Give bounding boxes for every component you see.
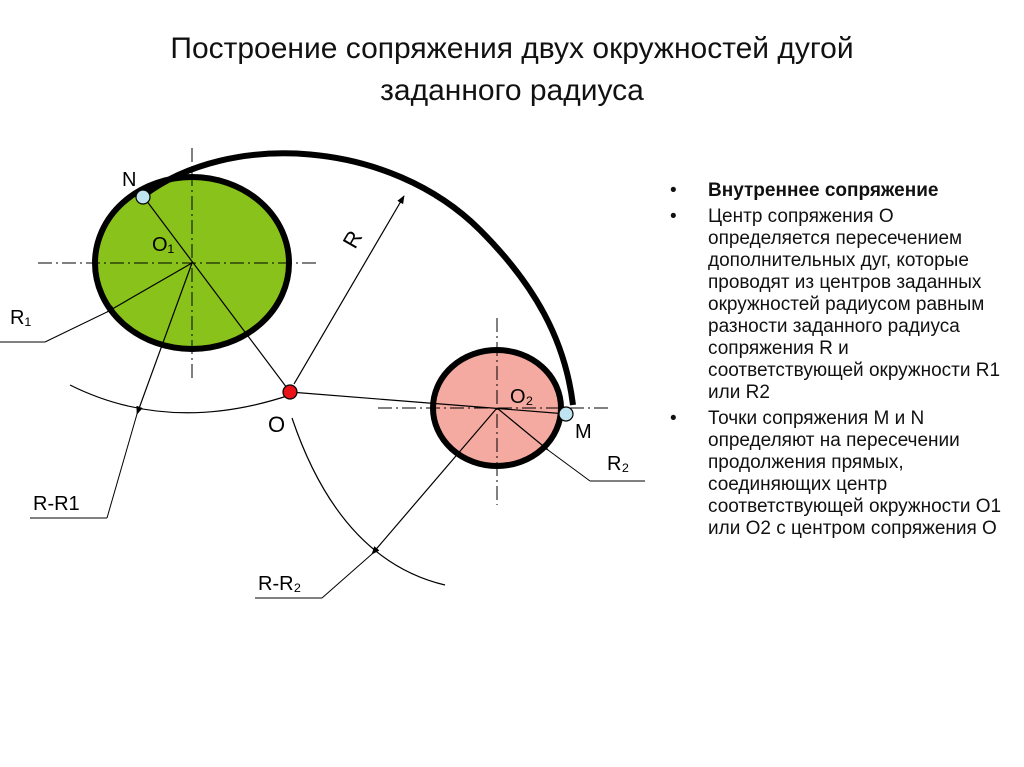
label-r-r2: R-R₂ xyxy=(258,573,302,595)
explanation-list xyxy=(668,180,1008,544)
auxiliary-arc-r-r1 xyxy=(70,385,290,413)
label-o1: O₁ xyxy=(152,234,175,256)
leader-r-r1 xyxy=(107,414,137,518)
bullet-text: Точки сопряжения M и N определяют на пересечении продолжения прямых, соединяющих центр соответствующей окружности О1 или О2 с центром сопряжения О xyxy=(708,408,1002,539)
tangent-point-m xyxy=(559,407,573,421)
list-item xyxy=(668,408,1008,540)
tangent-point-n xyxy=(136,190,150,204)
label-r-r1: R-R1 xyxy=(33,493,80,515)
label-r1: R₁ xyxy=(10,307,32,329)
label-o2: O₂ xyxy=(510,386,534,408)
leader-r1 xyxy=(45,312,107,342)
radius-r-dimension xyxy=(294,196,404,384)
leader-r2 xyxy=(548,450,590,481)
label-o: O xyxy=(268,412,286,437)
bullet-icon: • xyxy=(670,206,677,227)
list-item xyxy=(668,180,1008,202)
auxiliary-arc-r-r2 xyxy=(292,418,445,585)
label-m: M xyxy=(575,421,592,443)
conjugation-center-o xyxy=(283,385,297,399)
label-r: R xyxy=(337,226,368,253)
label-r2: R₂ xyxy=(607,453,630,475)
list-item xyxy=(668,206,1008,404)
title-line-2: заданного радиуса xyxy=(380,74,644,107)
title-line-1: Построение сопряжения двух окружностей дугой xyxy=(170,32,854,65)
label-n: N xyxy=(122,169,137,191)
bullet-text: Внутреннее сопряжение xyxy=(708,180,939,201)
bullet-icon: • xyxy=(670,180,677,201)
bullet-text: Центр сопряжения О определяется пересечением дополнительных дуг, которые проводят из центров заданных окружностей радиусом равным разности заданного радиуса сопряжения R и соответствующей окружности R1 или R2 xyxy=(708,206,1001,403)
leader-r-r2 xyxy=(322,554,372,598)
bullet-icon: • xyxy=(670,408,677,429)
